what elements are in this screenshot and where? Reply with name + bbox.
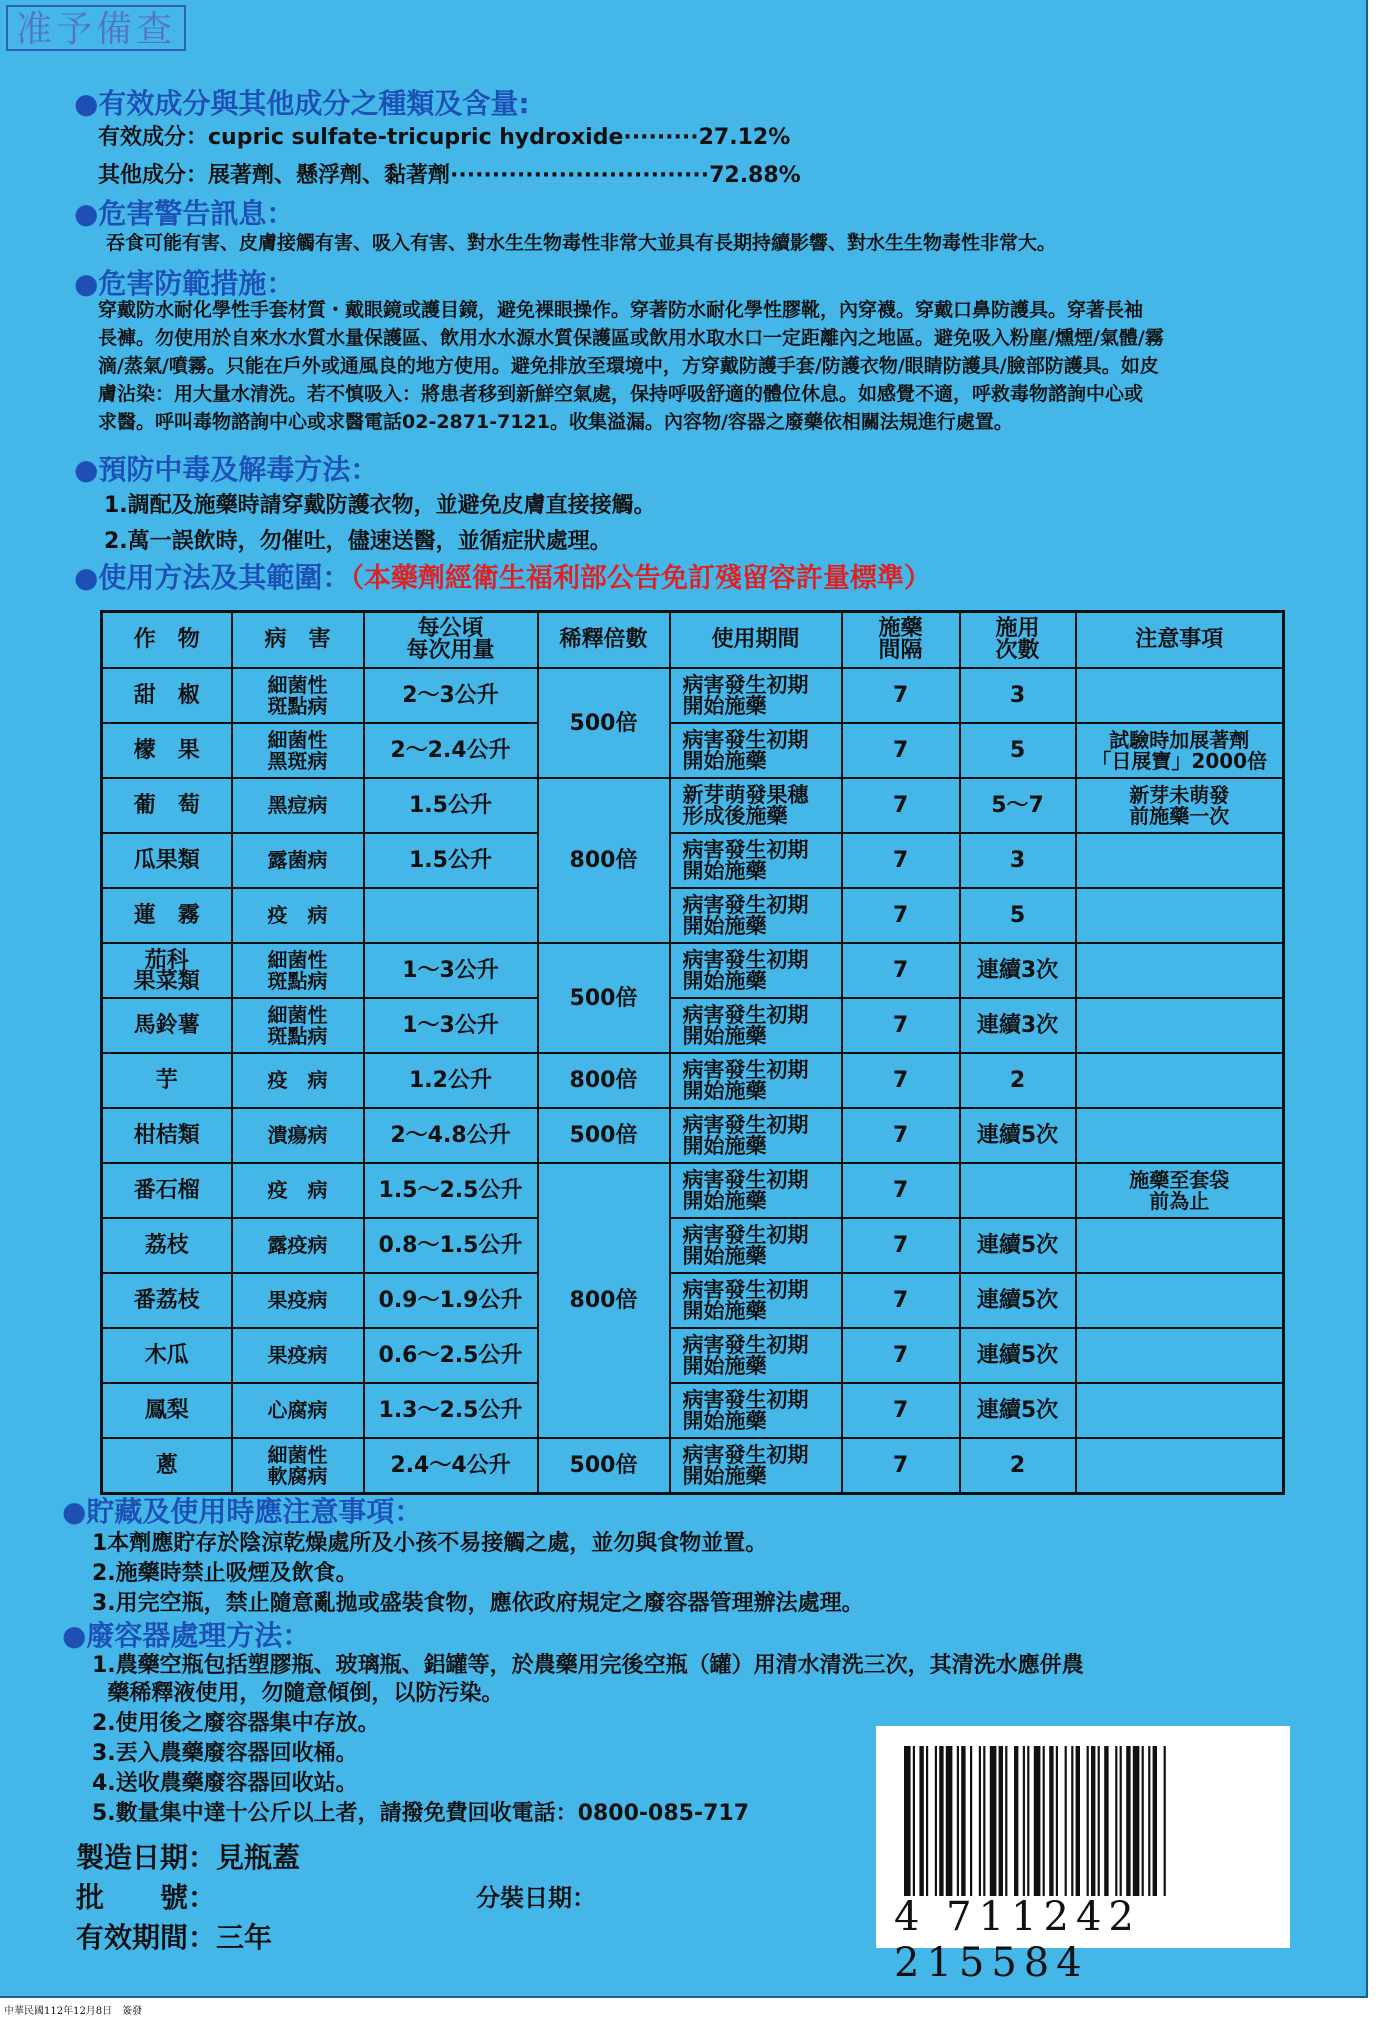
dose-cell: 1～3公升: [364, 943, 538, 998]
period-cell: 病害發生初期 開始施藥: [670, 1163, 842, 1218]
table-row: [102, 833, 1284, 888]
barcode-bar: [946, 1746, 953, 1896]
period-cell: 病害發生初期 開始施藥: [670, 1273, 842, 1328]
times-cell: 連續3次: [960, 943, 1076, 998]
barcode-bar: [970, 1746, 972, 1896]
crop-cell: 茄科 果菜類: [102, 943, 232, 998]
precaution-text: [98, 296, 1298, 436]
dose-cell: 2.4～4公升: [364, 1438, 538, 1494]
barcode-bar: [1056, 1746, 1058, 1896]
note-cell: [1076, 668, 1284, 723]
note-cell: [1076, 888, 1284, 943]
dilution-cell: 800倍: [538, 1163, 670, 1438]
dilution-cell: 500倍: [538, 1438, 670, 1494]
interval-cell: 7: [842, 723, 960, 778]
disposal-title: ●廢容器處理方法：: [62, 1619, 311, 1652]
precaution-line: 穿戴防水耐化學性手套材質・戴眼鏡或護目鏡，避免裸眼操作。穿著防水耐化學性膠靴，內穿襪。穿戴口鼻防護具。穿著長袖: [98, 299, 1144, 321]
interval-cell: 7: [842, 1383, 960, 1438]
disease-cell: 黑痘病: [232, 778, 364, 833]
table-row: [102, 1328, 1284, 1383]
times-cell: 連續5次: [960, 1383, 1076, 1438]
dilution-cell: 500倍: [538, 943, 670, 1053]
table-row: [102, 778, 1284, 833]
note-cell: [1076, 998, 1284, 1053]
period-cell: 病害發生初期 開始施藥: [670, 833, 842, 888]
hazard-text: 吞食可能有害、皮膚接觸有害、吸入有害、對水生生物毒性非常大並具有長期持續影響、對水生生物毒性非常大。: [106, 232, 1057, 254]
table-row: [102, 1163, 1284, 1218]
interval-cell: 7: [842, 1163, 960, 1218]
disease-cell: 疫 病: [232, 1053, 364, 1108]
disease-cell: 心腐病: [232, 1383, 364, 1438]
times-cell: 3: [960, 833, 1076, 888]
note-cell: [1076, 1438, 1284, 1494]
usage-title-text: ●使用方法及其範圍：: [74, 561, 351, 594]
period-cell: 病害發生初期 開始施藥: [670, 668, 842, 723]
times-cell: 連續3次: [960, 998, 1076, 1053]
crop-cell: 蔥: [102, 1438, 232, 1494]
manufacture-date: 製造日期：見瓶蓋: [76, 1841, 301, 1874]
barcode-bar: [939, 1746, 943, 1896]
crop-cell: 鳳梨: [102, 1383, 232, 1438]
note-cell: [1076, 1383, 1284, 1438]
disease-cell: 果疫病: [232, 1328, 364, 1383]
antidote-item: 2.萬一誤飲時，勿催吐，儘速送醫，並循症狀處理。: [104, 529, 612, 554]
period-cell: 病害發生初期 開始施藥: [670, 1438, 842, 1494]
disposal-item: 2.使用後之廢容器集中存放。: [92, 1711, 380, 1736]
crop-cell: 木瓜: [102, 1328, 232, 1383]
table-row: [102, 1273, 1284, 1328]
header-times: 施用 次數: [960, 612, 1076, 669]
dose-cell: 0.6～2.5公升: [364, 1328, 538, 1383]
dose-cell: 1～3公升: [364, 998, 538, 1053]
barcode-bar: [1043, 1746, 1045, 1896]
times-cell: 2: [960, 1053, 1076, 1108]
dose-cell: 0.8～1.5公升: [364, 1218, 538, 1273]
disease-cell: 細菌性 斑點病: [232, 943, 364, 998]
barcode-bar: [1023, 1746, 1025, 1896]
dilution-cell: 500倍: [538, 1108, 670, 1163]
table-row: [102, 1053, 1284, 1108]
disease-cell: 疫 病: [232, 1163, 364, 1218]
dose-cell: 1.5公升: [364, 833, 538, 888]
times-cell: 2: [960, 1438, 1076, 1494]
dilution-cell: 500倍: [538, 668, 670, 778]
table-body: [102, 668, 1284, 1494]
times-cell: 連續5次: [960, 1273, 1076, 1328]
note-cell: [1076, 1218, 1284, 1273]
dose-cell: 1.5～2.5公升: [364, 1163, 538, 1218]
barcode-bar: [1120, 1746, 1122, 1896]
times-cell: 5: [960, 888, 1076, 943]
times-cell: 5～7: [960, 778, 1076, 833]
barcode-bar: [983, 1746, 985, 1896]
dose-cell: 2～2.4公升: [364, 723, 538, 778]
barcode-bar: [1164, 1746, 1166, 1896]
period-cell: 新芽萌發果穗 形成後施藥: [670, 778, 842, 833]
interval-cell: 7: [842, 888, 960, 943]
interval-cell: 7: [842, 998, 960, 1053]
barcode-bar: [926, 1746, 928, 1896]
storage-title: ●貯藏及使用時應注意事項：: [62, 1495, 423, 1528]
barcode-bar: [935, 1746, 937, 1896]
usage-residue-note: （本藥劑經衛生福利部公告免訂殘留容許量標準）: [350, 563, 931, 594]
barcode-bar: [1148, 1746, 1150, 1896]
barcode-bar: [1065, 1746, 1067, 1896]
barcode-bar: [957, 1746, 959, 1896]
interval-cell: 7: [842, 1438, 960, 1494]
barcode-bar: [990, 1746, 997, 1896]
barcode-bar: [1049, 1746, 1053, 1896]
barcode-bar: [1014, 1746, 1018, 1896]
disposal-item: 1.農藥空瓶包括塑膠瓶、玻璃瓶、鋁罐等，於農藥用完後空瓶（罐）用清水清洗三次，其清洗水應併農: [92, 1653, 1084, 1678]
barcode-bar: [1126, 1746, 1130, 1896]
approval-stamp: 准予備查: [6, 5, 186, 51]
barcode-bars: [904, 1746, 1262, 1896]
disease-cell: 細菌性 黑斑病: [232, 723, 364, 778]
interval-cell: 7: [842, 778, 960, 833]
usage-table: [100, 610, 1285, 1495]
interval-cell: 7: [842, 1108, 960, 1163]
period-cell: 病害發生初期 開始施藥: [670, 723, 842, 778]
times-cell: 連續5次: [960, 1218, 1076, 1273]
crop-cell: 檬 果: [102, 723, 232, 778]
active-ingredient: 有效成分：cupric sulfate-tricupric hydroxide·········27.12%: [98, 125, 791, 150]
barcode-number: 4 711242 215584: [894, 1894, 1141, 1986]
times-cell: [960, 1163, 1076, 1218]
disease-cell: 露疫病: [232, 1218, 364, 1273]
interval-cell: 7: [842, 668, 960, 723]
issue-date: 中華民國112年12月8日 簽發: [4, 2006, 143, 2017]
note-cell: [1076, 1053, 1284, 1108]
interval-cell: 7: [842, 833, 960, 888]
note-cell: [1076, 1108, 1284, 1163]
disease-cell: 疫 病: [232, 888, 364, 943]
disease-cell: 細菌性 軟腐病: [232, 1438, 364, 1494]
disposal-item: 藥稀釋液使用，勿隨意傾倒，以防污染。: [92, 1681, 504, 1706]
dose-cell: 1.5公升: [364, 778, 538, 833]
table-row: [102, 1108, 1284, 1163]
dose-cell: 1.3～2.5公升: [364, 1383, 538, 1438]
crop-cell: 甜 椒: [102, 668, 232, 723]
period-cell: 病害發生初期 開始施藥: [670, 888, 842, 943]
barcode-bar: [1005, 1746, 1007, 1896]
table-row: [102, 1438, 1284, 1494]
crop-cell: 葡 萄: [102, 778, 232, 833]
dilution-cell: 800倍: [538, 1053, 670, 1108]
interval-cell: 7: [842, 1218, 960, 1273]
table-header-row: [102, 612, 1284, 669]
times-cell: 5: [960, 723, 1076, 778]
crop-cell: 番荔枝: [102, 1273, 232, 1328]
header-interval: 施藥 間隔: [842, 612, 960, 669]
storage-item: 3.用完空瓶，禁止隨意亂拋或盛裝食物，應依政府規定之廢容器管理辦法處理。: [92, 1591, 864, 1616]
disposal-item: 3.丟入農藥廢容器回收桶。: [92, 1741, 358, 1766]
disposal-item: 4.送收農藥廢容器回收站。: [92, 1771, 358, 1796]
note-cell: 施藥至套袋 前為止: [1076, 1163, 1284, 1218]
barcode-bar: [1133, 1746, 1140, 1896]
note-cell: [1076, 1273, 1284, 1328]
crop-cell: 荔枝: [102, 1218, 232, 1273]
period-cell: 病害發生初期 開始施藥: [670, 1053, 842, 1108]
table-row: [102, 998, 1284, 1053]
precaution-line: 膚沾染：用大量水清洗。若不慎吸入：將患者移到新鮮空氣處，保持呼吸舒適的體位休息。如感覺不適，呼救毒物諮詢中心或: [98, 383, 1144, 405]
barcode-bar: [979, 1746, 981, 1896]
table-row: [102, 943, 1284, 998]
header-period: 使用期間: [670, 612, 842, 669]
period-cell: 病害發生初期 開始施藥: [670, 1218, 842, 1273]
disease-cell: 潰瘍病: [232, 1108, 364, 1163]
other-ingredients: 其他成分：展著劑、懸浮劑、黏著劑·······························72.88%: [98, 163, 801, 188]
barcode-bar: [1071, 1746, 1073, 1896]
period-cell: 病害發生初期 開始施藥: [670, 998, 842, 1053]
crop-cell: 番石榴: [102, 1163, 232, 1218]
table-row: [102, 1218, 1284, 1273]
barcode-bar: [1034, 1746, 1041, 1896]
hazard-title: ●危害警告訊息：: [74, 197, 295, 230]
fill-date: 分裝日期：: [476, 1884, 596, 1912]
dose-cell: [364, 888, 538, 943]
disease-cell: 細菌性 斑點病: [232, 998, 364, 1053]
barcode-bar: [1142, 1746, 1144, 1896]
antidote-item: 1.調配及施藥時請穿戴防護衣物，並避免皮膚直接接觸。: [104, 493, 656, 518]
header-dilution: 稀釋倍數: [538, 612, 670, 669]
usage-title: [74, 556, 931, 596]
note-cell: 試驗時加展著劑 「日展寶」2000倍: [1076, 723, 1284, 778]
note-cell: [1076, 833, 1284, 888]
header-dose: 每公頃 每次用量: [364, 612, 538, 669]
precaution-title: ●危害防範措施：: [74, 267, 295, 300]
table-row: [102, 1383, 1284, 1438]
note-cell: [1076, 1328, 1284, 1383]
disease-cell: 果疫病: [232, 1273, 364, 1328]
crop-cell: 蓮 霧: [102, 888, 232, 943]
dose-cell: 1.2公升: [364, 1053, 538, 1108]
note-cell: [1076, 943, 1284, 998]
batch-number: 批 號：: [76, 1881, 217, 1914]
crop-cell: 芋: [102, 1053, 232, 1108]
precaution-line: 滴/蒸氣/噴霧。只能在戶外或通風良的地方使用。避免排放至環境中，方穿戴防護手套/防護衣物/眼睛防護具/臉部防護具。如皮: [98, 355, 1159, 377]
barcode-bar: [1027, 1746, 1029, 1896]
interval-cell: 7: [842, 1273, 960, 1328]
crop-cell: 瓜果類: [102, 833, 232, 888]
precaution-line: 求醫。呼叫毒物諮詢中心或求醫電話02-2871-7121。收集溢漏。內容物/容器之廢藥依相關法規進行處置。: [98, 411, 1013, 433]
barcode-bar: [1091, 1746, 1095, 1896]
note-cell: 新芽未萌發 前施藥一次: [1076, 778, 1284, 833]
dose-cell: 2～4.8公升: [364, 1108, 538, 1163]
header-disease: 病 害: [232, 612, 364, 669]
barcode-bar: [999, 1746, 1003, 1896]
times-cell: 3: [960, 668, 1076, 723]
barcode-bar: [1115, 1746, 1117, 1896]
disease-cell: 細菌性 斑點病: [232, 668, 364, 723]
interval-cell: 7: [842, 943, 960, 998]
interval-cell: 7: [842, 1328, 960, 1383]
period-cell: 病害發生初期 開始施藥: [670, 1108, 842, 1163]
ingredients-title: ●有效成分與其他成分之種類及含量:: [74, 87, 530, 120]
disposal-item: 5.數量集中達十公斤以上者，請撥免費回收電話：0800-085-717: [92, 1801, 750, 1826]
times-cell: 連續5次: [960, 1328, 1076, 1383]
header-notes: 注意事項: [1076, 612, 1284, 669]
barcode-bar: [1087, 1746, 1089, 1896]
storage-item: 2.施藥時禁止吸煙及飲食。: [92, 1561, 358, 1586]
antidote-title: ●預防中毒及解毒方法：: [74, 453, 379, 486]
crop-cell: 柑桔類: [102, 1108, 232, 1163]
barcode-bar: [913, 1746, 915, 1896]
barcode-bar: [904, 1746, 911, 1896]
barcode-bar: [919, 1746, 923, 1896]
crop-cell: 馬鈴薯: [102, 998, 232, 1053]
barcode-bar: [961, 1746, 965, 1896]
barcode-bar: [1098, 1746, 1100, 1896]
dose-cell: 2～3公升: [364, 668, 538, 723]
table-row: [102, 888, 1284, 943]
table-row: [102, 668, 1284, 723]
dilution-cell: 800倍: [538, 778, 670, 943]
interval-cell: 7: [842, 1053, 960, 1108]
barcode-bar: [1104, 1746, 1108, 1896]
disease-cell: 露菌病: [232, 833, 364, 888]
barcode: [876, 1726, 1290, 1986]
period-cell: 病害發生初期 開始施藥: [670, 1328, 842, 1383]
times-cell: 連續5次: [960, 1108, 1076, 1163]
storage-item: 1本劑應貯存於陰涼乾燥處所及小孩不易接觸之處，並勿與食物並置。: [92, 1531, 768, 1556]
barcode-bar: [1153, 1746, 1157, 1896]
dose-cell: 0.9～1.9公升: [364, 1273, 538, 1328]
barcode-bar: [1076, 1746, 1080, 1896]
period-cell: 病害發生初期 開始施藥: [670, 1383, 842, 1438]
expiry-period: 有效期間：三年: [76, 1921, 273, 1954]
period-cell: 病害發生初期 開始施藥: [670, 943, 842, 998]
header-crop: 作 物: [102, 612, 232, 669]
precaution-line: 長褲。勿使用於自來水水質水量保護區、飲用水水源水質保護區或飲用水取水口一定距離內之地區。避免吸入粉塵/燻煙/氣體/霧: [98, 327, 1164, 349]
table-row: [102, 723, 1284, 778]
